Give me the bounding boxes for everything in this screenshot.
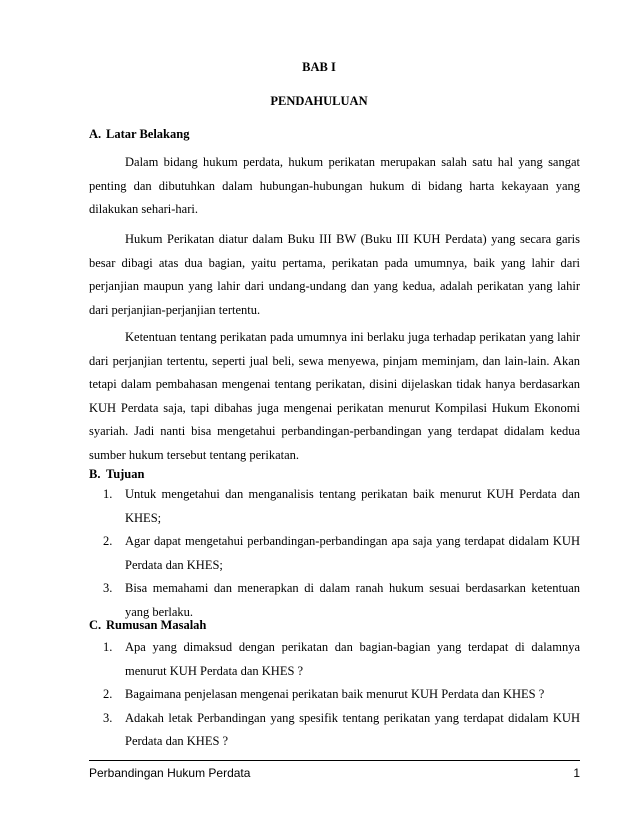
page-number: 1 [573, 766, 580, 780]
section-title: Rumusan Masalah [106, 618, 207, 632]
list-number: 1. [103, 487, 113, 501]
chapter-title: PENDAHULUAN [270, 94, 368, 108]
objectives-list [89, 483, 580, 624]
list-item [89, 530, 580, 577]
list-item [89, 636, 580, 683]
list-text: Agar dapat mengetahui perbandingan-perbandingan apa saja yang terdapat didalam KUH Perdata dan KHES; [125, 534, 580, 572]
list-number: 3. [103, 581, 113, 595]
list-item [89, 707, 580, 754]
section-heading-b [89, 467, 144, 482]
problem-list [89, 636, 580, 754]
section-letter: A. [89, 127, 102, 141]
chapter-label: BAB I [302, 60, 336, 74]
footer-title: Perbandingan Hukum Perdata [89, 766, 251, 780]
list-number: 2. [103, 534, 113, 548]
section-title: Tujuan [106, 467, 145, 481]
list-text: Bagaimana penjelasan mengenai perikatan baik menurut KUH Perdata dan KHES ? [125, 687, 545, 701]
paragraph: Dalam bidang hukum perdata, hukum perikatan merupakan salah satu hal yang sangat penting dan dibutuhkan dalam hubungan-hubungan hukum di bidang harta kekayaan yang dilakukan sehari-hari. [89, 155, 580, 216]
list-text: Apa yang dimaksud dengan perikatan dan bagian-bagian yang terdapat di dalamnya menurut KUH Perdata dan KHES ? [125, 640, 580, 678]
list-number: 1. [103, 640, 113, 654]
paragraph: Hukum Perikatan diatur dalam Buku III BW (Buku III KUH Perdata) yang secara garis besar dibagi atas dua bagian, yaitu pertama, perikatan pada umumnya, baik yang lahir dari perjanjian maupun yang lahir dari undang-undang dan yang kedua, adalah perikatan yang lahir dari perjanjian-perjanjian tertentu. [89, 232, 580, 317]
list-text: Adakah letak Perbandingan yang spesifik tentang perikatan yang terdapat didalam KUH Perdata dan KHES ? [125, 710, 580, 748]
list-number: 2. [103, 687, 113, 701]
section-heading-c [89, 618, 206, 633]
list-text: Bisa memahami dan menerapkan di dalam ranah hukum sesuai berdasarkan ketentuan yang berlaku. [125, 581, 580, 619]
section-letter: C. [89, 618, 102, 632]
list-text: Untuk mengetahui dan menganalisis tentang perikatan baik menurut KUH Perdata dan KHES; [125, 487, 580, 525]
paragraph: Ketentuan tentang perikatan pada umumnya ini berlaku juga terhadap perikatan yang lahir dari perjanjian tertentu, seperti jual beli, sewa menyewa, pinjam meminjam, dan lain-lain. Akan tetapi dalam pembahasan mengenai tentang perikatan, disini dijelaskan tidak hanya berdasarkan KUH Perdata saja, tapi dibahas juga mengenai perikatan menurut Kompilasi Hukum Ekonomi syariah. Jadi nanti bisa mengetahui perbandingan-perbandingan yang terdapat didalam kedua sumber hukum tersebut tentang perikatan. [89, 330, 580, 462]
section-letter: B. [89, 467, 101, 481]
footer-divider [89, 760, 580, 761]
section-title: Latar Belakang [106, 127, 190, 141]
section-heading-a [89, 127, 189, 142]
list-item [89, 577, 580, 624]
list-item [89, 483, 580, 530]
list-number: 3. [103, 710, 113, 725]
list-item [89, 683, 580, 707]
